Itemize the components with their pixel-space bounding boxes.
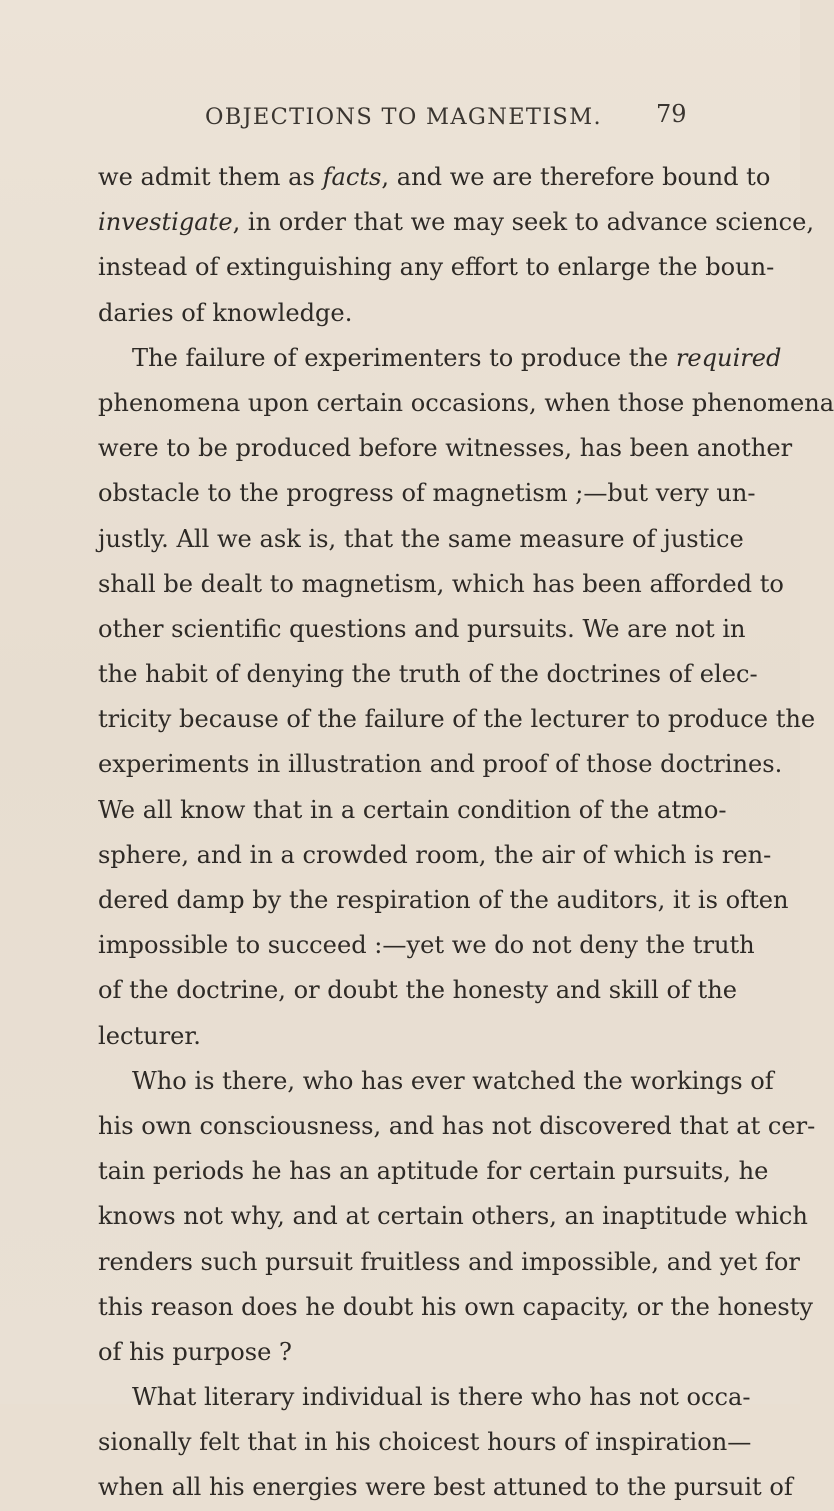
running-head xyxy=(0,100,800,138)
text-line: this reason does he doubt his own capacity, or the honesty xyxy=(98,1292,814,1321)
text-line: other scientific questions and pursuits. We are not in xyxy=(98,614,746,643)
text-line: impossible to succeed :—yet we do not deny the truth xyxy=(98,931,755,960)
text-line: of his purpose ? xyxy=(98,1337,292,1366)
text-line: obstacle to the progress of magnetism ;—but very un- xyxy=(98,479,756,508)
text-line: phenomena upon certain occasions, when those phenomena xyxy=(98,388,834,417)
text-line: Who is there, who has ever watched the workings of xyxy=(132,1066,774,1095)
text-line: experiments in illustration and proof of those doctrines. xyxy=(98,750,783,779)
text-line: knows not why, and at certain others, an inaptitude which xyxy=(98,1202,808,1231)
text-line: tain periods he has an aptitude for certain pursuits, he xyxy=(98,1157,769,1186)
text-line: of the doctrine, or doubt the honesty and skill of the xyxy=(98,976,737,1005)
text-line: lecturer. xyxy=(98,1021,201,1050)
text-line: when all his energies were best attuned to the pursuit of xyxy=(98,1473,793,1502)
text-line: sionally felt that in his choicest hours of inspiration— xyxy=(98,1428,752,1457)
text-line: investigate, in order that we may seek to advance science, xyxy=(98,208,815,237)
text-line: sphere, and in a crowded room, the air of which is ren- xyxy=(98,840,772,869)
text-line: renders such pursuit fruitless and impossible, and yet for xyxy=(98,1247,800,1276)
text-line: What literary individual is there who has not occa- xyxy=(132,1383,751,1412)
text-line: we admit them as facts, and we are therefore bound to xyxy=(98,163,771,191)
running-title: OBJECTIONS TO MAGNETISM. xyxy=(205,104,602,130)
text-line: daries of knowledge. xyxy=(98,298,353,327)
body-text xyxy=(98,155,834,1511)
text-line: instead of extinguishing any effort to enlarge the boun- xyxy=(98,253,775,282)
text-line: shall be dealt to magnetism, which has been afforded to xyxy=(98,569,784,598)
text-line: were to be produced before witnesses, has been another xyxy=(98,434,793,463)
text-line: The failure of experimenters to produce the required xyxy=(132,343,782,372)
text-line: his own consciousness, and has not discovered that at cer- xyxy=(98,1111,816,1140)
text-line: the habit of denying the truth of the doctrines of elec- xyxy=(98,660,758,689)
text-line: dered damp by the respiration of the auditors, it is often xyxy=(98,886,789,914)
text-line: tricity because of the failure of the lecturer to produce the xyxy=(98,705,816,734)
text-line: We all know that in a certain condition of the atmo- xyxy=(98,795,727,824)
page-number: 79 xyxy=(656,100,687,128)
text-line: justly. All we ask is, that the same measure of justice xyxy=(98,524,744,553)
